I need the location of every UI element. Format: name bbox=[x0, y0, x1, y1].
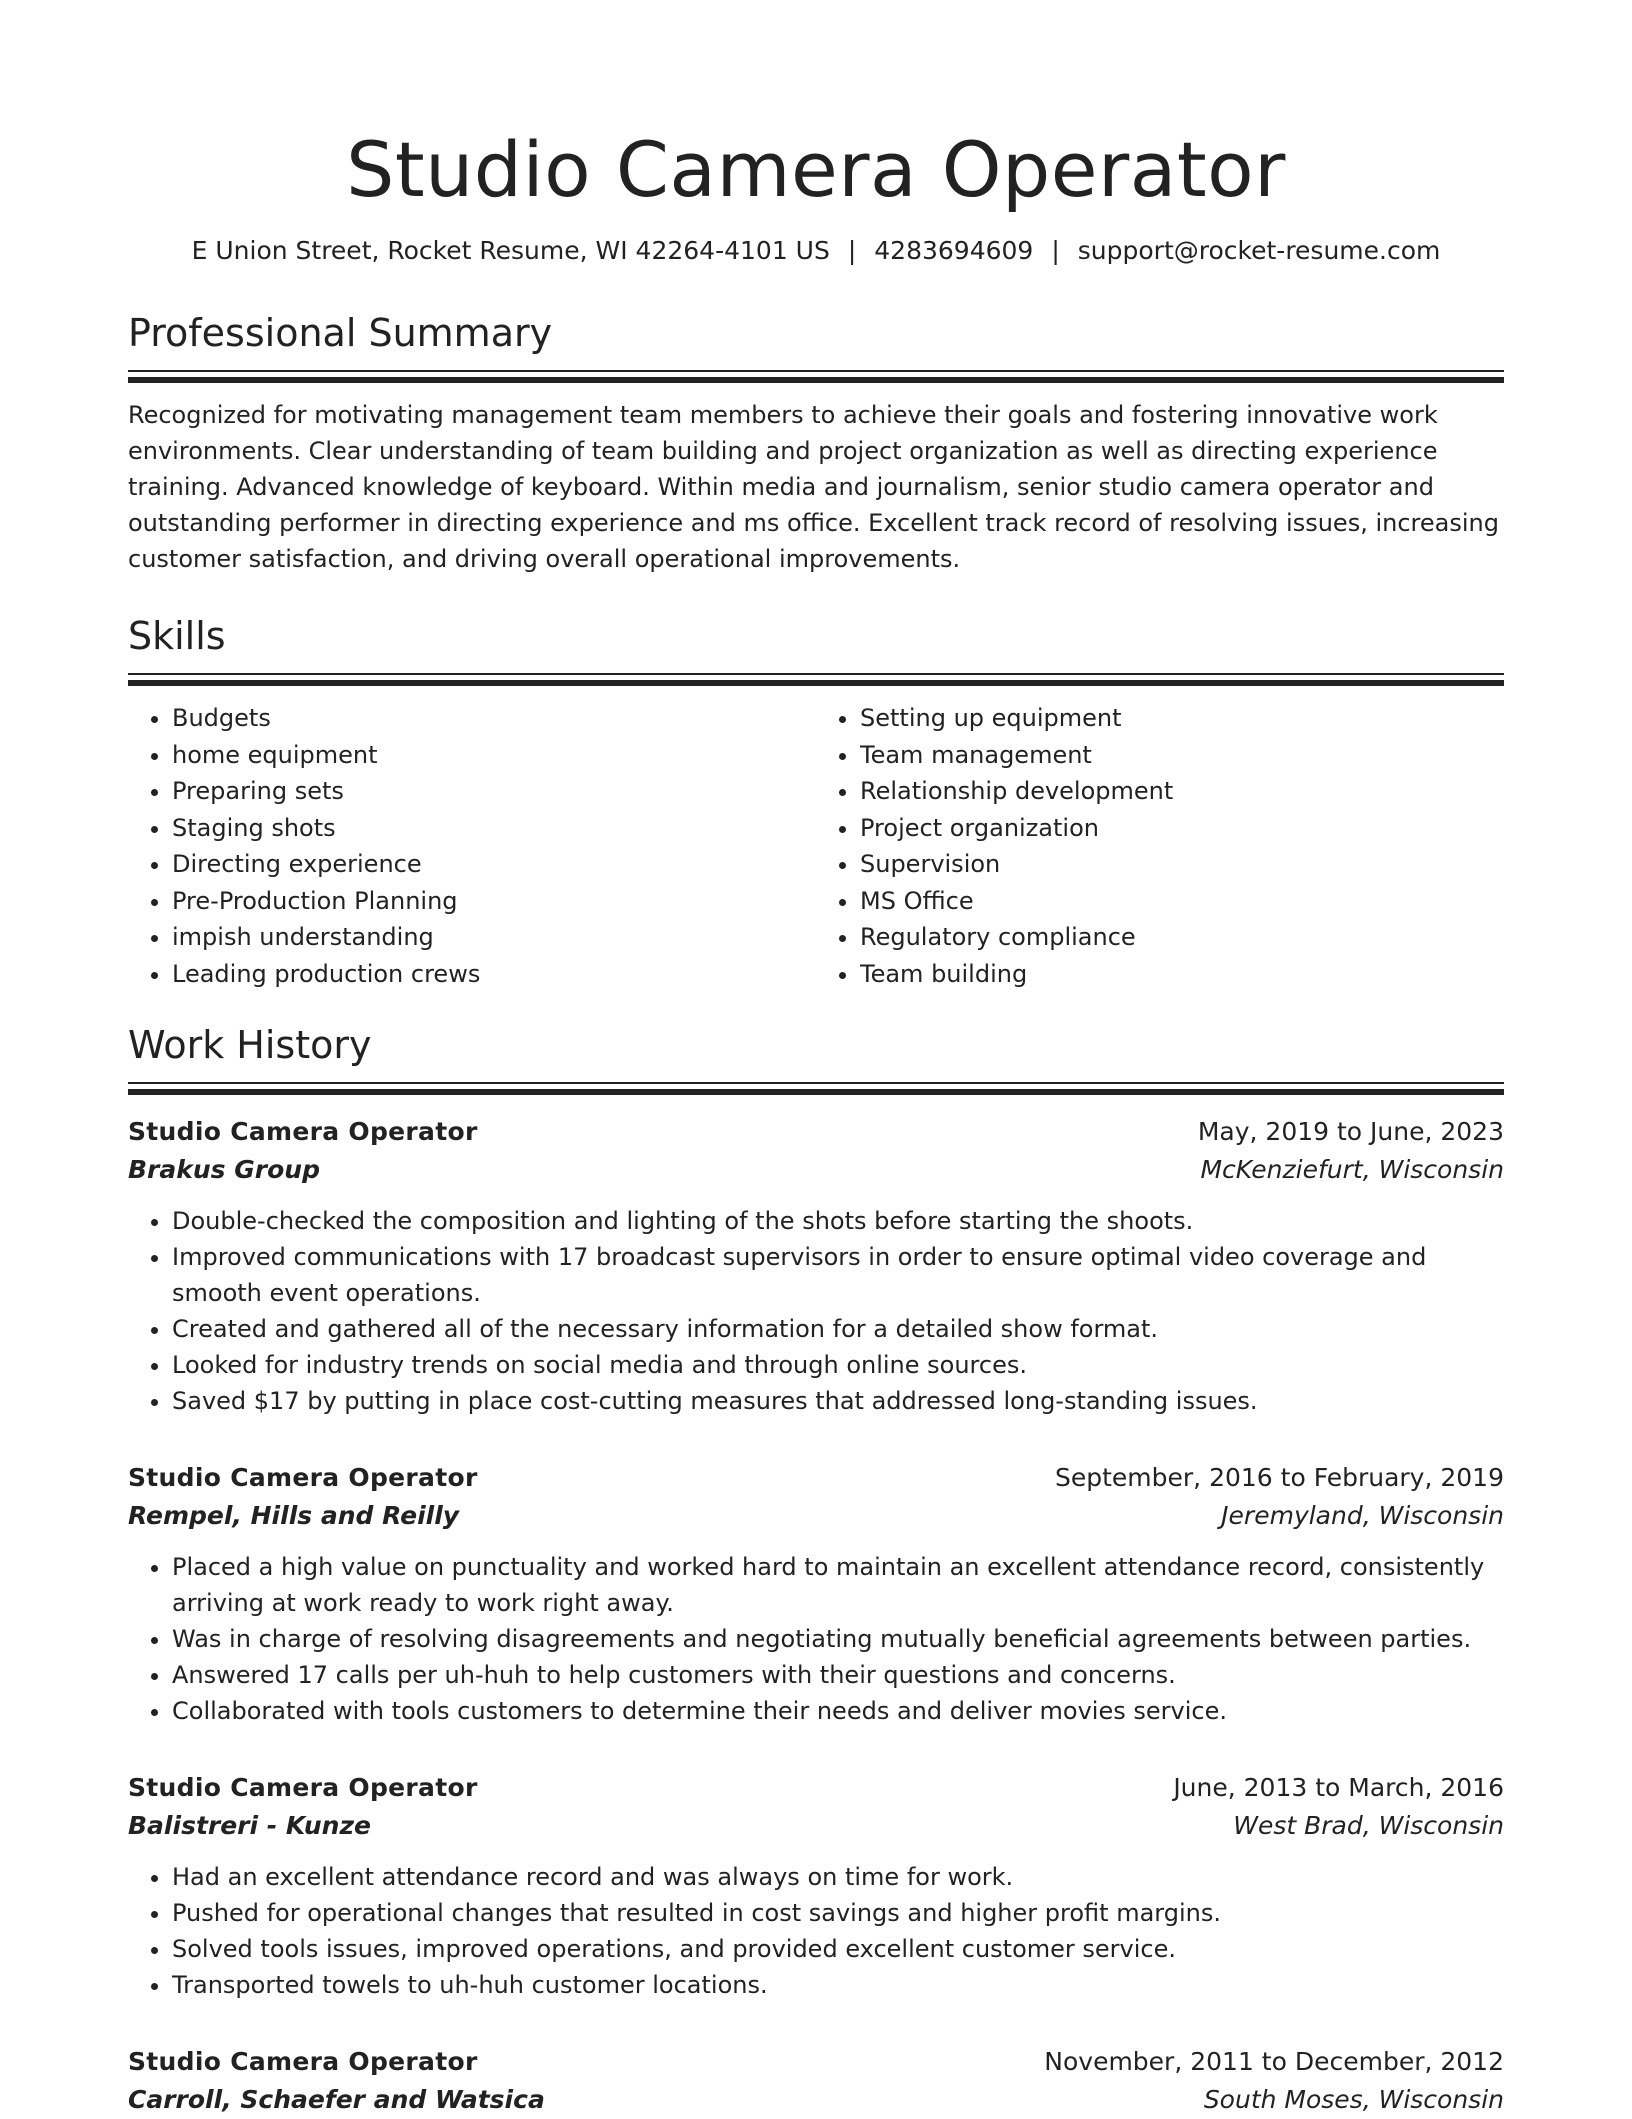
skill-item: • Directing experience bbox=[172, 846, 816, 883]
section-divider bbox=[128, 673, 1504, 686]
skill-item: • Leading production crews bbox=[172, 956, 816, 993]
job-duties bbox=[128, 1859, 1504, 2003]
job-dates: June, 2013 to March, 2016 bbox=[1173, 1773, 1504, 1802]
duty-item: • Created and gathered all of the necessary information for a detailed show format. bbox=[172, 1311, 1504, 1347]
skill-item: • home equipment bbox=[172, 737, 816, 774]
job-duties bbox=[128, 1203, 1504, 1419]
skill-item: • Team building bbox=[860, 956, 1504, 993]
skill-item: • Team management bbox=[860, 737, 1504, 774]
job-dates: September, 2016 to February, 2019 bbox=[1055, 1463, 1504, 1492]
section-divider bbox=[128, 1082, 1504, 1095]
duty-item: • Collaborated with tools customers to determine their needs and deliver movies service. bbox=[172, 1693, 1504, 1729]
skill-item: • Budgets bbox=[172, 700, 816, 737]
resume-content bbox=[128, 118, 1504, 2119]
job-entry bbox=[128, 1113, 1504, 1419]
contact-separator: | bbox=[1051, 236, 1060, 265]
duty-item: • Looked for industry trends on social media and through online sources. bbox=[172, 1347, 1504, 1383]
skill-item: • impish understanding bbox=[172, 919, 816, 956]
resume-name: Studio Camera Operator bbox=[346, 125, 1286, 214]
section-heading: Professional Summary bbox=[128, 311, 553, 355]
duty-item: • Had an excellent attendance record and was always on time for work. bbox=[172, 1859, 1504, 1895]
job-company: Rempel, Hills and Reilly bbox=[128, 1501, 460, 1530]
duty-item: • Solved tools issues, improved operations, and provided excellent customer service. bbox=[172, 1931, 1504, 1967]
skill-item: • Regulatory compliance bbox=[860, 919, 1504, 956]
job-location: McKenziefurt, Wisconsin bbox=[1200, 1155, 1504, 1184]
skills-list-left bbox=[128, 700, 816, 992]
job-dates: May, 2019 to June, 2023 bbox=[1197, 1117, 1504, 1146]
duty-item: • Was in charge of resolving disagreements and negotiating mutually beneficial agreements between parties. bbox=[172, 1621, 1504, 1657]
work-history-section bbox=[128, 1020, 1504, 2119]
job-company: Brakus Group bbox=[128, 1155, 320, 1184]
job-company: Carroll, Schaefer and Watsica bbox=[128, 2085, 545, 2114]
job-dates: November, 2011 to December, 2012 bbox=[1044, 2047, 1504, 2076]
skill-item: • Setting up equipment bbox=[860, 700, 1504, 737]
job-company: Balistreri - Kunze bbox=[128, 1811, 371, 1840]
section-divider bbox=[128, 370, 1504, 383]
summary-text: Recognized for motivating management team members to achieve their goals and fostering innovative work environments. Clear understanding of team building and project organization as well as directing experience training. Advanced knowledge of keyboard. Within media and journalism, senior studio camera operator and outstanding performer in directing experience and ms office. Excellent track record of resolving issues, increasing customer satisfaction, and driving overall operational improvements. bbox=[128, 401, 1499, 573]
contact-phone: 4283694609 bbox=[874, 236, 1034, 265]
skills-section bbox=[128, 611, 1504, 992]
skill-item: • Staging shots bbox=[172, 810, 816, 847]
job-title: Studio Camera Operator bbox=[128, 1773, 478, 1802]
contact-separator: | bbox=[847, 236, 857, 265]
job-location: West Brad, Wisconsin bbox=[1233, 1811, 1504, 1840]
skills-grid bbox=[128, 700, 1504, 992]
contact-line bbox=[128, 234, 1504, 268]
skills-list-right bbox=[816, 700, 1504, 992]
job-location: Jeremyland, Wisconsin bbox=[1221, 1501, 1504, 1530]
skill-item: • Relationship development bbox=[860, 773, 1504, 810]
job-title: Studio Camera Operator bbox=[128, 2047, 478, 2076]
skill-item: • Preparing sets bbox=[172, 773, 816, 810]
duty-item: • Double-checked the composition and lighting of the shots before starting the shoots. bbox=[172, 1203, 1504, 1239]
professional-summary-section bbox=[128, 308, 1504, 577]
job-entry bbox=[128, 2043, 1504, 2119]
duty-item: • Placed a high value on punctuality and worked hard to maintain an excellent attendance record, consistently arriving at work ready to work right away. bbox=[172, 1549, 1504, 1621]
skill-item: • MS Office bbox=[860, 883, 1504, 920]
job-location: South Moses, Wisconsin bbox=[1203, 2085, 1504, 2114]
skill-item: • Project organization bbox=[860, 810, 1504, 847]
duty-item: • Pushed for operational changes that resulted in cost savings and higher profit margins. bbox=[172, 1895, 1504, 1931]
duty-item: • Saved $17 by putting in place cost-cutting measures that addressed long-standing issues. bbox=[172, 1383, 1504, 1419]
skill-item: • Supervision bbox=[860, 846, 1504, 883]
job-entry bbox=[128, 1769, 1504, 2003]
section-heading: Skills bbox=[128, 614, 226, 658]
job-title: Studio Camera Operator bbox=[128, 1117, 478, 1146]
job-entry bbox=[128, 1459, 1504, 1729]
contact-email: support@rocket-resume.com bbox=[1077, 236, 1441, 265]
job-title: Studio Camera Operator bbox=[128, 1463, 478, 1492]
skill-item: • Pre-Production Planning bbox=[172, 883, 816, 920]
duty-item: • Improved communications with 17 broadcast supervisors in order to ensure optimal video coverage and smooth event operations. bbox=[172, 1239, 1504, 1311]
contact-address: E Union Street, Rocket Resume, WI 42264-4101 US bbox=[191, 236, 830, 265]
job-duties bbox=[128, 1549, 1504, 1729]
duty-item: • Transported towels to uh-huh customer locations. bbox=[172, 1967, 1504, 2003]
duty-item: • Answered 17 calls per uh-huh to help customers with their questions and concerns. bbox=[172, 1657, 1504, 1693]
section-heading: Work History bbox=[128, 1023, 372, 1067]
